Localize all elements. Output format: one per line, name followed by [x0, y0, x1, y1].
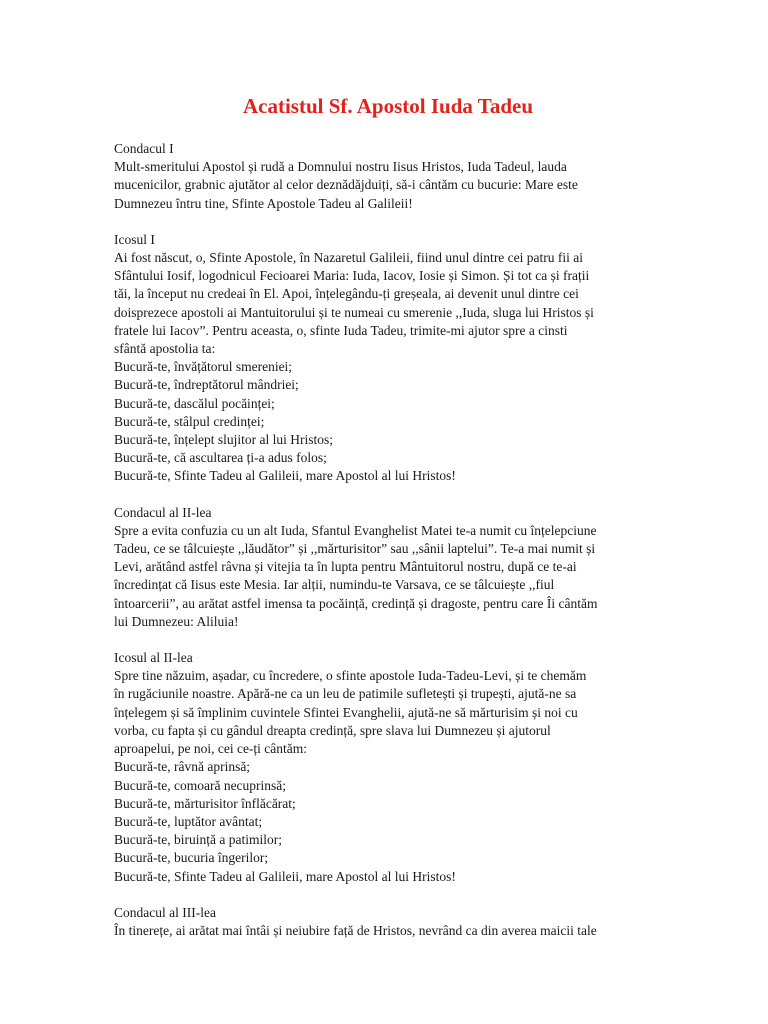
text-line: lui Dumnezeu: Aliluia!	[114, 613, 239, 629]
text-line: încredințat că Iisus este Mesia. Iar alții, numindu-te Varsava, ce se tâlcuiește ,,fiul	[114, 577, 555, 593]
text-line: întoarcerii”, au arătat astfel imensa ta pocăință, credință și dragoste, pentru care Îi cântăm	[114, 595, 598, 611]
text-line: Bucură-te, luptător avântat;	[114, 813, 263, 829]
text-line: Mult-smeritului Apostol și rudă a Domnului nostru Iisus Hristos, Iuda Tadeul, lauda	[114, 159, 567, 175]
text-line: Bucură-te, dascălul pocăinței;	[114, 395, 275, 411]
section-heading: Condacul al II-lea	[114, 504, 212, 520]
text-line: tăi, la început nu credeai în El. Apoi, înțelegându-ți greșeala, ai devenit unul dintre cei	[114, 286, 579, 302]
section-heading: Icosul al II-lea	[114, 650, 193, 666]
text-line: Bucură-te, biruință a patimilor;	[114, 832, 282, 848]
text-line: Ai fost născut, o, Sfinte Apostole, în Nazaretul Galileii, fiind unul dintre cei patru fii ai	[114, 250, 584, 266]
section-heading: Condacul al III-lea	[114, 904, 216, 920]
document-section	[114, 649, 662, 886]
text-line: Bucură-te, mărturisitor înflăcărat;	[114, 795, 296, 811]
document-section	[114, 504, 662, 631]
document-body	[114, 140, 662, 940]
text-line: înțelegem și să împlinim cuvintele Sfintei Evanghelii, ajută-ne să mărturisim și noi cu	[114, 704, 578, 720]
text-line: În tinerețe, ai arătat mai întâi și neiubire față de Hristos, nevrând ca din averea maicii tale	[114, 922, 597, 938]
text-line: Tadeu, ce se tâlcuiește ,,lăudător” și ,,mărturisitor” sau ,,sânii laptelui”. Te-a mai numit și	[114, 541, 596, 557]
document-title: Acatistul Sf. Apostol Iuda Tadeu	[242, 94, 533, 118]
text-line: Bucură-te, înțelept slujitor al lui Hristos;	[114, 432, 333, 448]
text-line: Bucură-te, îndreptătorul mândriei;	[114, 377, 299, 393]
text-line: aproapelui, pe noi, cei ce-ți cântăm:	[114, 741, 308, 757]
text-line: Spre a evita confuzia cu un alt Iuda, Sfantul Evanghelist Matei te-a numit cu înțelepciune	[114, 522, 597, 538]
text-line: Bucură-te, că ascultarea ți-a adus folos;	[114, 450, 327, 466]
text-line: Sfântului Iosif, logodnicul Fecioarei Maria: Iuda, Iacov, Iosie și Simon. Și tot ca și frații	[114, 268, 590, 284]
text-line: sfântă apostolia ta:	[114, 341, 216, 357]
document-page	[114, 92, 662, 958]
document-section	[114, 231, 662, 486]
text-line: Bucură-te, stâlpul credinței;	[114, 413, 265, 429]
text-line: în rugăciunile noastre. Apără-ne ca un leu de patimile sufletești și trupești, ajută-ne sa	[114, 686, 577, 702]
text-line: Bucură-te, învățătorul smereniei;	[114, 359, 293, 375]
text-line: Levi, arătând astfel râvna și vitejia ta în lupta pentru Mântuitorul nostru, după ce te-ai	[114, 559, 577, 575]
document-section	[114, 904, 662, 940]
text-line: Bucură-te, râvnă aprinsă;	[114, 759, 251, 775]
text-line: Bucură-te, comoară necuprinsă;	[114, 777, 287, 793]
text-line: Bucură-te, bucuria îngerilor;	[114, 850, 269, 866]
text-line: Bucură-te, Sfinte Tadeu al Galileii, mare Apostol al lui Hristos!	[114, 868, 456, 884]
text-line: vorba, cu fapta și cu gândul dreapta credință, spre slava lui Dumnezeu și ajutorul	[114, 722, 551, 738]
text-line: mucenicilor, grabnic ajutător al celor deznădăjduiți, să-i cântăm cu bucurie: Mare este	[114, 177, 578, 193]
text-line: fratele lui Iacov”. Pentru aceasta, o, sfinte Iuda Tadeu, trimite-mi ajutor spre a cinsti	[114, 322, 568, 338]
text-line: Dumnezeu întru tine, Sfinte Apostole Tadeu al Galileii!	[114, 195, 413, 211]
text-line: doisprezece apostoli ai Mantuitorului și te numeai cu smerenie ,,Iuda, sluga lui Hristos și	[114, 304, 594, 320]
document-section	[114, 140, 662, 213]
section-heading: Icosul I	[114, 231, 155, 247]
text-line: Spre tine năzuim, așadar, cu încredere, o sfinte apostole Iuda-Tadeu-Levi, și te chemăm	[114, 668, 587, 684]
section-heading: Condacul I	[114, 141, 174, 156]
text-line: Bucură-te, Sfinte Tadeu al Galileii, mare Apostol al lui Hristos!	[114, 468, 456, 484]
